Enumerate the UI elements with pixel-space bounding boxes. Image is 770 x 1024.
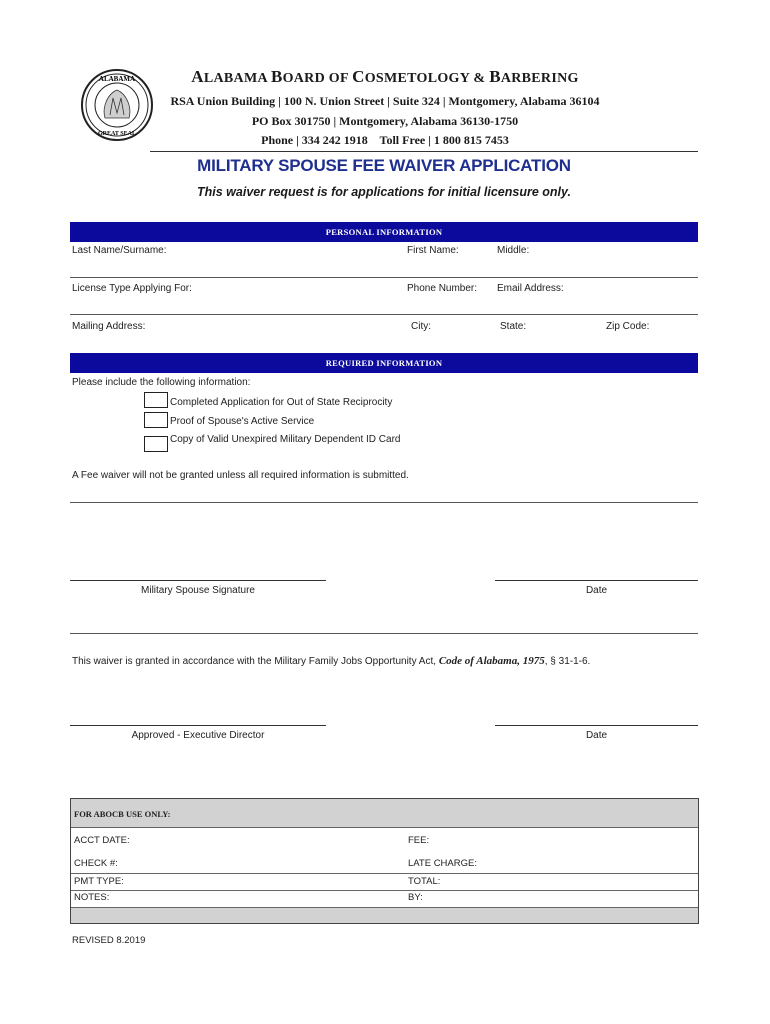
active-service-checkbox[interactable] [144,412,168,428]
form-subtitle: This waiver request is for applications for initial licensure only. [197,185,571,199]
active-service-label: Proof of Spouse's Active Service [170,416,315,427]
form-title: MILITARY SPOUSE FEE WAIVER APPLICATION [197,156,571,175]
name-field-line[interactable] [70,277,698,278]
reciprocity-label: Completed Application for Out of State Reciprocity [170,397,393,408]
board-po-box: PO Box 301750 | Montgomery, Alabama 36130-1750 [251,114,519,128]
by-label: BY: [408,892,423,903]
required-notice: A Fee waiver will not be granted unless all required information is submitted. [72,470,409,481]
approved-date-line[interactable] [495,725,698,726]
board-address: RSA Union Building | 100 N. Union Street | Suite 324 | Montgomery, Alabama 36104 [170,94,600,108]
office-use-box [70,798,699,924]
acct-date-label: ACCT DATE: [74,835,130,846]
required-intro: Please include the following information: [72,377,251,388]
last-name-label: Last Name/Surname: [72,245,167,256]
spouse-date-label: Date [585,585,608,596]
approved-date-label: Date [585,730,608,741]
statute-cite: Code of Alabama, 1975 [438,655,545,667]
alabama-seal [80,68,154,142]
email-label: Email Address: [497,283,564,294]
office-use-heading: FOR ABOCB USE ONLY: [74,809,171,819]
signature-divider [70,633,698,634]
revised-date: REVISED 8.2019 [72,935,146,946]
pmt-type-label: PMT TYPE: [74,876,124,887]
fee-label: FEE: [408,835,430,846]
middle-label: Middle: [497,245,530,256]
license-field-line[interactable] [70,314,698,315]
city-label: City: [411,321,431,332]
header-divider [150,151,698,152]
seal-text-top: ALABAMA [98,75,136,83]
check-label: CHECK #: [74,858,118,869]
required-info-heading: REQUIRED INFORMATION [70,353,698,373]
notes-label: NOTES: [74,892,110,903]
zip-label: Zip Code: [606,321,650,332]
late-charge-label: LATE CHARGE: [408,858,477,869]
statute-text: This waiver is granted in accordance with the Military Family Jobs Opportunity Act, Code of Alabama, 1975, § 31-1-6. [72,655,591,667]
spouse-signature-line[interactable] [70,580,326,581]
notice-divider [70,502,698,503]
reciprocity-checkbox[interactable] [144,392,168,408]
total-label: TOTAL: [408,876,441,887]
spouse-date-line[interactable] [495,580,698,581]
license-type-label: License Type Applying For: [72,283,192,294]
approved-signature-line[interactable] [70,725,326,726]
approved-label: Approved - Executive Director [131,730,265,741]
first-name-label: First Name: [407,245,459,256]
mailing-address-label: Mailing Address: [72,321,146,332]
personal-info-heading: PERSONAL INFORMATION [70,222,698,242]
board-phone: Phone | 334 242 1918 Toll Free | 1 800 815 7453 [261,133,509,147]
phone-label: Phone Number: [407,283,478,294]
spouse-signature-label: Military Spouse Signature [141,585,255,596]
state-label: State: [500,321,527,332]
military-id-label: Copy of Valid Unexpired Military Dependent ID Card [170,434,401,445]
military-id-checkbox[interactable] [144,436,168,452]
board-title: ALABAMA BOARD OF COSMETOLOGY & BARBERING [191,67,579,86]
seal-text-bottom: GREAT SEAL [98,131,136,137]
office-use-fields [71,827,698,907]
